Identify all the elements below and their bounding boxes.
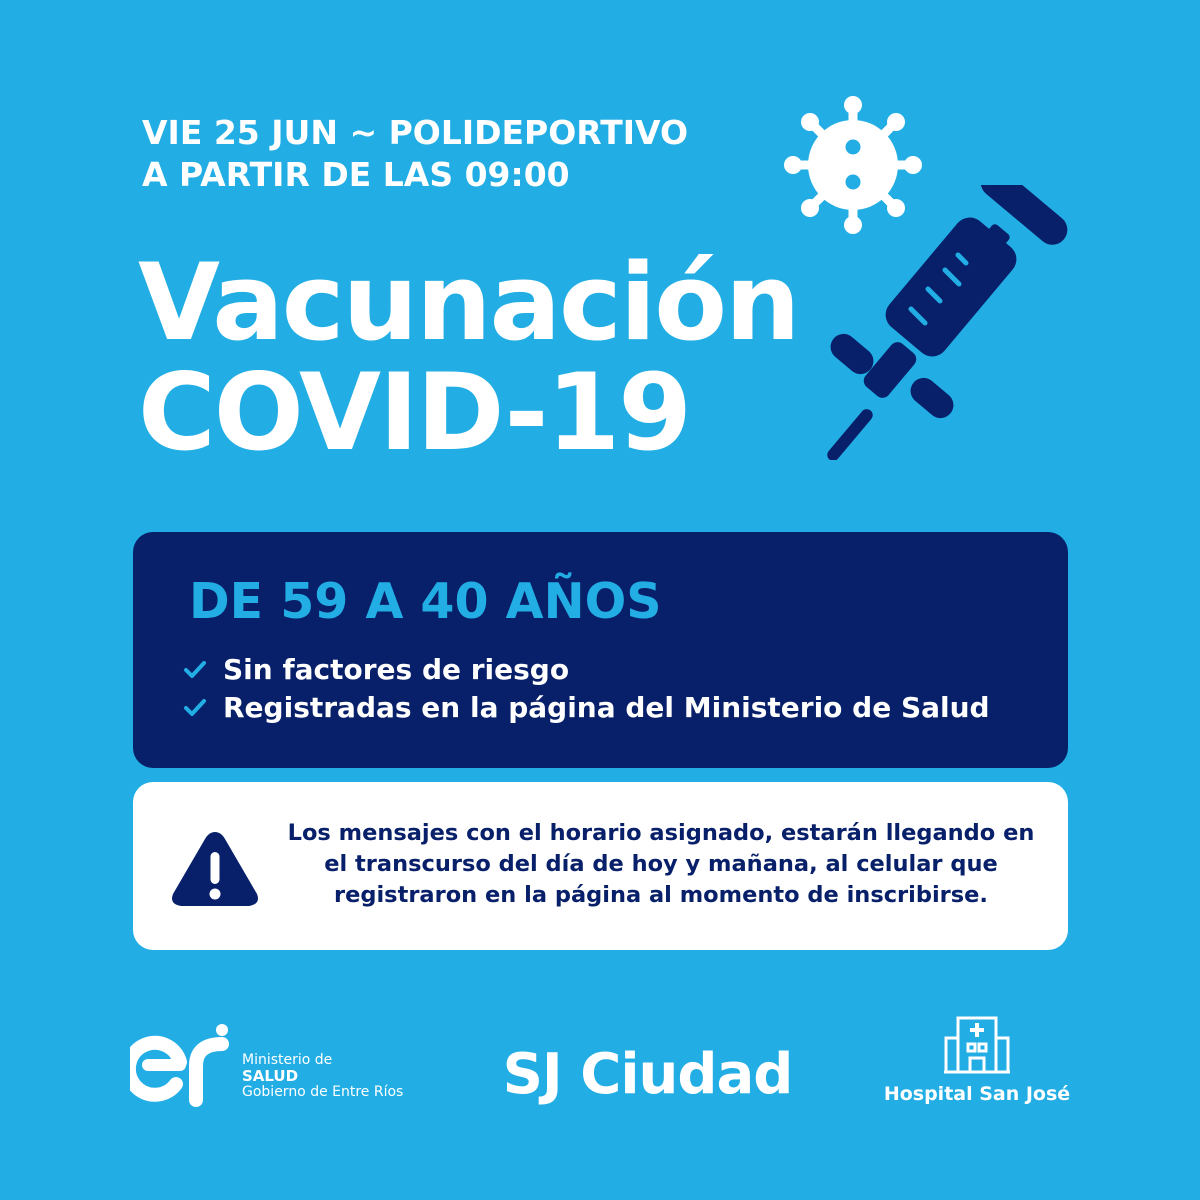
ministry-logo [130, 1022, 430, 1112]
event-date-place: VIE 25 JUN ~ POLIDEPORTIVO [142, 113, 689, 152]
event-time: A PARTIR DE LAS 09:00 [142, 155, 570, 194]
page-title [138, 241, 799, 474]
requirement-text: Registradas en la página del Ministerio de Salud [223, 690, 990, 724]
ministry-line1: Ministerio de [242, 1052, 333, 1068]
hospital-building-icon [942, 1012, 1012, 1074]
ministry-line3: Gobierno de Entre Ríos [242, 1084, 404, 1100]
syringe-icon [810, 185, 1075, 460]
title-line-covid: COVID-19 [138, 351, 690, 474]
list-item [183, 650, 990, 688]
list-item [183, 688, 990, 726]
city-logo-text: SJ Ciudad [502, 1042, 793, 1107]
ministry-text [242, 1052, 403, 1100]
hospital-name: Hospital San José [883, 1083, 1071, 1105]
hospital-logo [872, 1012, 1082, 1106]
ministry-line2: SALUD [242, 1067, 299, 1085]
er-logo [130, 1022, 238, 1108]
notice-text: Los mensajes con el horario asignado, estarán llegando en el transcurso del día de hoy y mañana, al celular que registraron en la página al momento de inscribirse. [287, 820, 1035, 908]
requirement-text: Sin factores de riesgo [223, 652, 570, 686]
event-info [142, 112, 688, 196]
age-group-card [133, 532, 1068, 768]
check-icon [183, 657, 207, 681]
requirements-list [183, 650, 990, 726]
title-line-vacunacion: Vacunación [138, 241, 799, 364]
age-group-title: DE 59 A 40 AÑOS [189, 573, 662, 630]
check-icon [183, 695, 207, 719]
warning-icon [169, 826, 261, 910]
notice-card [133, 782, 1068, 950]
